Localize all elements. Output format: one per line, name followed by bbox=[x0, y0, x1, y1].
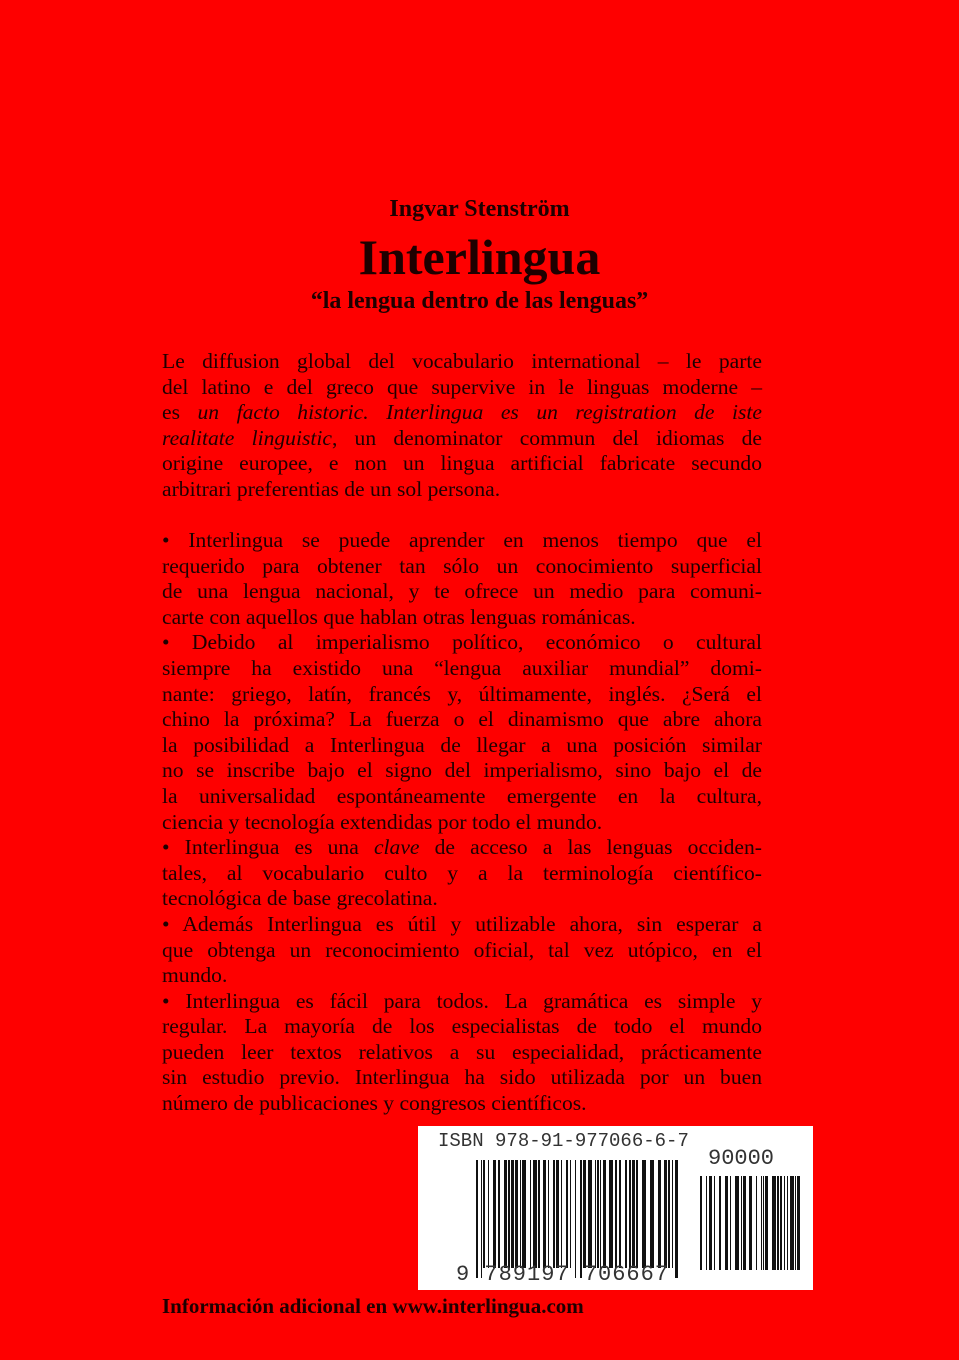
text-segment: regular. La mayoría de los especialistas de todo el mundo bbox=[162, 1014, 762, 1039]
text-line bbox=[162, 1065, 762, 1091]
barcode-bar bbox=[735, 1176, 739, 1270]
text-line bbox=[162, 886, 762, 912]
barcode-bar bbox=[553, 1160, 555, 1268]
barcode-bar bbox=[719, 1176, 721, 1270]
isbn-text: ISBN 978-91-977066-6-7 bbox=[438, 1130, 689, 1152]
text-segment: Le diffusion global del vocabulario international – le parte bbox=[162, 349, 762, 373]
barcode-bar bbox=[625, 1160, 627, 1268]
text-line bbox=[162, 375, 762, 401]
barcode-bar bbox=[629, 1160, 631, 1268]
text-line bbox=[162, 656, 762, 682]
barcode-bar bbox=[561, 1160, 562, 1268]
barcode-bar bbox=[636, 1160, 638, 1268]
text-line bbox=[162, 938, 762, 964]
text-line bbox=[162, 1014, 762, 1040]
text-line bbox=[162, 810, 762, 836]
barcode-bar bbox=[548, 1160, 549, 1268]
barcode-bar bbox=[488, 1160, 489, 1268]
text-segment: mundo. bbox=[162, 963, 228, 988]
text-line bbox=[162, 349, 762, 375]
barcode-bar bbox=[504, 1160, 507, 1268]
barcode-bar bbox=[530, 1160, 531, 1268]
barcode-bar bbox=[777, 1176, 779, 1270]
barcode-bar bbox=[580, 1160, 582, 1278]
text-segment: nante: griego, latín, francés y, últimamente, inglés. ¿Será el bbox=[162, 681, 762, 706]
text-segment: número de publicaciones y congresos científicos. bbox=[162, 1091, 587, 1116]
italic-text: realitate linguistic bbox=[162, 425, 332, 450]
barcode-bar bbox=[664, 1160, 667, 1268]
text-segment: de acceso a las lenguas occiden- bbox=[419, 835, 762, 860]
barcode-bar bbox=[706, 1176, 707, 1270]
barcode-bar bbox=[787, 1176, 788, 1270]
footer-website-info: Información adicional en www.interlingua.com bbox=[162, 1294, 584, 1318]
book-title: Interlingua bbox=[358, 229, 601, 285]
barcode-bar bbox=[615, 1160, 617, 1268]
text-line bbox=[162, 400, 762, 426]
bullet-paragraphs bbox=[162, 528, 762, 1117]
barcode-bar bbox=[790, 1176, 794, 1270]
barcode-bar bbox=[756, 1176, 757, 1270]
barcode-bar bbox=[784, 1176, 785, 1270]
text-segment: requerido para obtener tan sólo un conocimiento superficial bbox=[162, 553, 762, 578]
text-line bbox=[162, 579, 762, 605]
barcode-bar bbox=[700, 1176, 702, 1270]
text-segment: • Interlingua es fácil para todos. La gramática es simple y bbox=[162, 988, 762, 1013]
text-line bbox=[162, 758, 762, 784]
barcode-bar bbox=[658, 1160, 661, 1268]
barcode-bar bbox=[522, 1160, 526, 1268]
text-line bbox=[162, 835, 762, 861]
text-line bbox=[162, 630, 762, 656]
barcode-bar bbox=[797, 1176, 800, 1270]
barcode-bar bbox=[520, 1160, 521, 1268]
barcode-bar bbox=[483, 1160, 485, 1268]
barcode-bar bbox=[600, 1160, 601, 1268]
barcode-bar bbox=[595, 1160, 596, 1268]
text-segment: origine europee, e non un lingua artificial fabricate secundo bbox=[162, 451, 762, 476]
text-line bbox=[162, 707, 762, 733]
italic-text: clave bbox=[373, 835, 420, 860]
text-segment: no se inscribe bajo el signo del imperialismo, sino bajo el de bbox=[162, 758, 762, 783]
barcode-bar bbox=[749, 1176, 752, 1270]
barcode-bar bbox=[508, 1160, 510, 1268]
barcode-bar bbox=[650, 1160, 654, 1268]
intro-paragraph bbox=[162, 349, 762, 503]
text-line bbox=[162, 912, 762, 938]
text-line bbox=[162, 605, 762, 631]
barcode-bar bbox=[511, 1160, 514, 1268]
text-line bbox=[162, 963, 762, 989]
barcode-bar bbox=[498, 1160, 500, 1268]
text-line bbox=[162, 528, 762, 554]
text-line bbox=[162, 554, 762, 580]
book-subtitle: “la lengua dentro de las lenguas” bbox=[310, 288, 649, 314]
barcode-bar bbox=[588, 1160, 592, 1268]
barcode-digits: 9 789197 706667 bbox=[456, 1262, 670, 1287]
barcode-bar bbox=[556, 1160, 559, 1268]
barcode-bar bbox=[675, 1160, 678, 1278]
barcode-bar bbox=[538, 1160, 540, 1268]
text-segment: la universalidad espontáneamente emergente en la cultura, bbox=[162, 783, 762, 808]
text-segment: pueden leer textos relativos a su especialidad, prácticamente bbox=[162, 1039, 762, 1064]
text-segment: de una lengua nacional, y te ofrece un medio para comuni- bbox=[162, 579, 762, 604]
barcode-bar bbox=[780, 1176, 782, 1270]
text-segment: sin estudio previo. Interlingua ha sido utilizada por un buen bbox=[162, 1065, 762, 1090]
isbn-barcode bbox=[418, 1126, 813, 1290]
text-line bbox=[162, 784, 762, 810]
barcode-bar bbox=[566, 1160, 568, 1268]
text-segment: , un denominator commun del idiomas de bbox=[331, 425, 763, 450]
text-segment: siempre ha existido una “lengua auxiliar mundial” domi- bbox=[162, 655, 762, 680]
text-segment: es bbox=[162, 400, 198, 425]
barcode-bar bbox=[741, 1176, 742, 1270]
text-segment: del latino e del greco que supervive in le linguas moderne – bbox=[162, 374, 762, 399]
text-line bbox=[162, 1040, 762, 1066]
text-line bbox=[162, 861, 762, 887]
text-segment: carte con aquellos que hablan otras lenguas románicas. bbox=[162, 604, 636, 629]
barcode-bar bbox=[730, 1176, 731, 1270]
italic-text: un facto historic. Interlingua es un registration de iste bbox=[197, 400, 762, 425]
text-segment: que obtenga un reconocimiento oficial, tal vez utópico, en el bbox=[162, 937, 762, 962]
barcode-bar bbox=[515, 1160, 518, 1268]
text-segment: arbitrari preferentias de un sol persona. bbox=[162, 476, 501, 501]
text-segment: tecnológica de base grecolatina. bbox=[162, 886, 438, 911]
barcode-bar bbox=[763, 1176, 764, 1270]
text-segment: ciencia y tecnología extendidas por todo el mundo. bbox=[162, 809, 603, 834]
text-segment: • Debido al imperialismo político, económico o cultural bbox=[162, 630, 762, 655]
barcode-bar bbox=[575, 1160, 576, 1278]
text-segment: • Interlingua se puede aprender en menos tiempo que el bbox=[162, 528, 762, 552]
barcode-bar bbox=[476, 1160, 478, 1278]
barcode-bar bbox=[481, 1160, 482, 1278]
barcode-bar bbox=[609, 1160, 613, 1268]
barcode-bar bbox=[619, 1160, 621, 1268]
barcode-bar bbox=[795, 1176, 796, 1270]
barcode-bar bbox=[765, 1176, 768, 1270]
barcode-bar bbox=[632, 1160, 635, 1268]
barcode-bar bbox=[603, 1160, 606, 1268]
barcode-bar bbox=[597, 1160, 599, 1268]
text-line bbox=[162, 477, 762, 503]
barcode-bar bbox=[672, 1160, 673, 1268]
barcode-bar bbox=[533, 1160, 537, 1268]
barcode-bar bbox=[714, 1176, 715, 1270]
text-segment: tales, al vocabulario culto y a la terminología científico- bbox=[162, 860, 762, 885]
text-line bbox=[162, 733, 762, 759]
text-line bbox=[162, 682, 762, 708]
barcode-bar bbox=[761, 1176, 762, 1270]
barcode-bar bbox=[493, 1160, 496, 1268]
text-line bbox=[162, 989, 762, 1015]
barcode-bar bbox=[642, 1160, 646, 1268]
barcode-bar bbox=[772, 1176, 776, 1270]
author-name: Ingvar Stenström bbox=[389, 196, 570, 222]
barcode-bar bbox=[725, 1176, 728, 1270]
text-segment: chino la próxima? La fuerza o el dinamismo que abre ahora bbox=[162, 707, 762, 732]
barcode-bar bbox=[570, 1160, 571, 1268]
barcode-bar bbox=[709, 1176, 712, 1270]
text-segment: • Interlingua es una bbox=[162, 835, 374, 860]
barcode-bar bbox=[583, 1160, 586, 1268]
barcode-bar bbox=[543, 1160, 546, 1268]
text-line bbox=[162, 1091, 762, 1117]
barcode-bar bbox=[668, 1160, 670, 1268]
text-line bbox=[162, 451, 762, 477]
text-segment: la posibilidad a Interlingua de llegar a una posición similar bbox=[162, 732, 762, 757]
price-addon-text: 90000 bbox=[708, 1146, 775, 1171]
text-line bbox=[162, 426, 762, 452]
text-segment: • Además Interlingua es útil y utilizable ahora, sin esperar a bbox=[162, 911, 762, 936]
barcode-bar bbox=[743, 1176, 746, 1270]
